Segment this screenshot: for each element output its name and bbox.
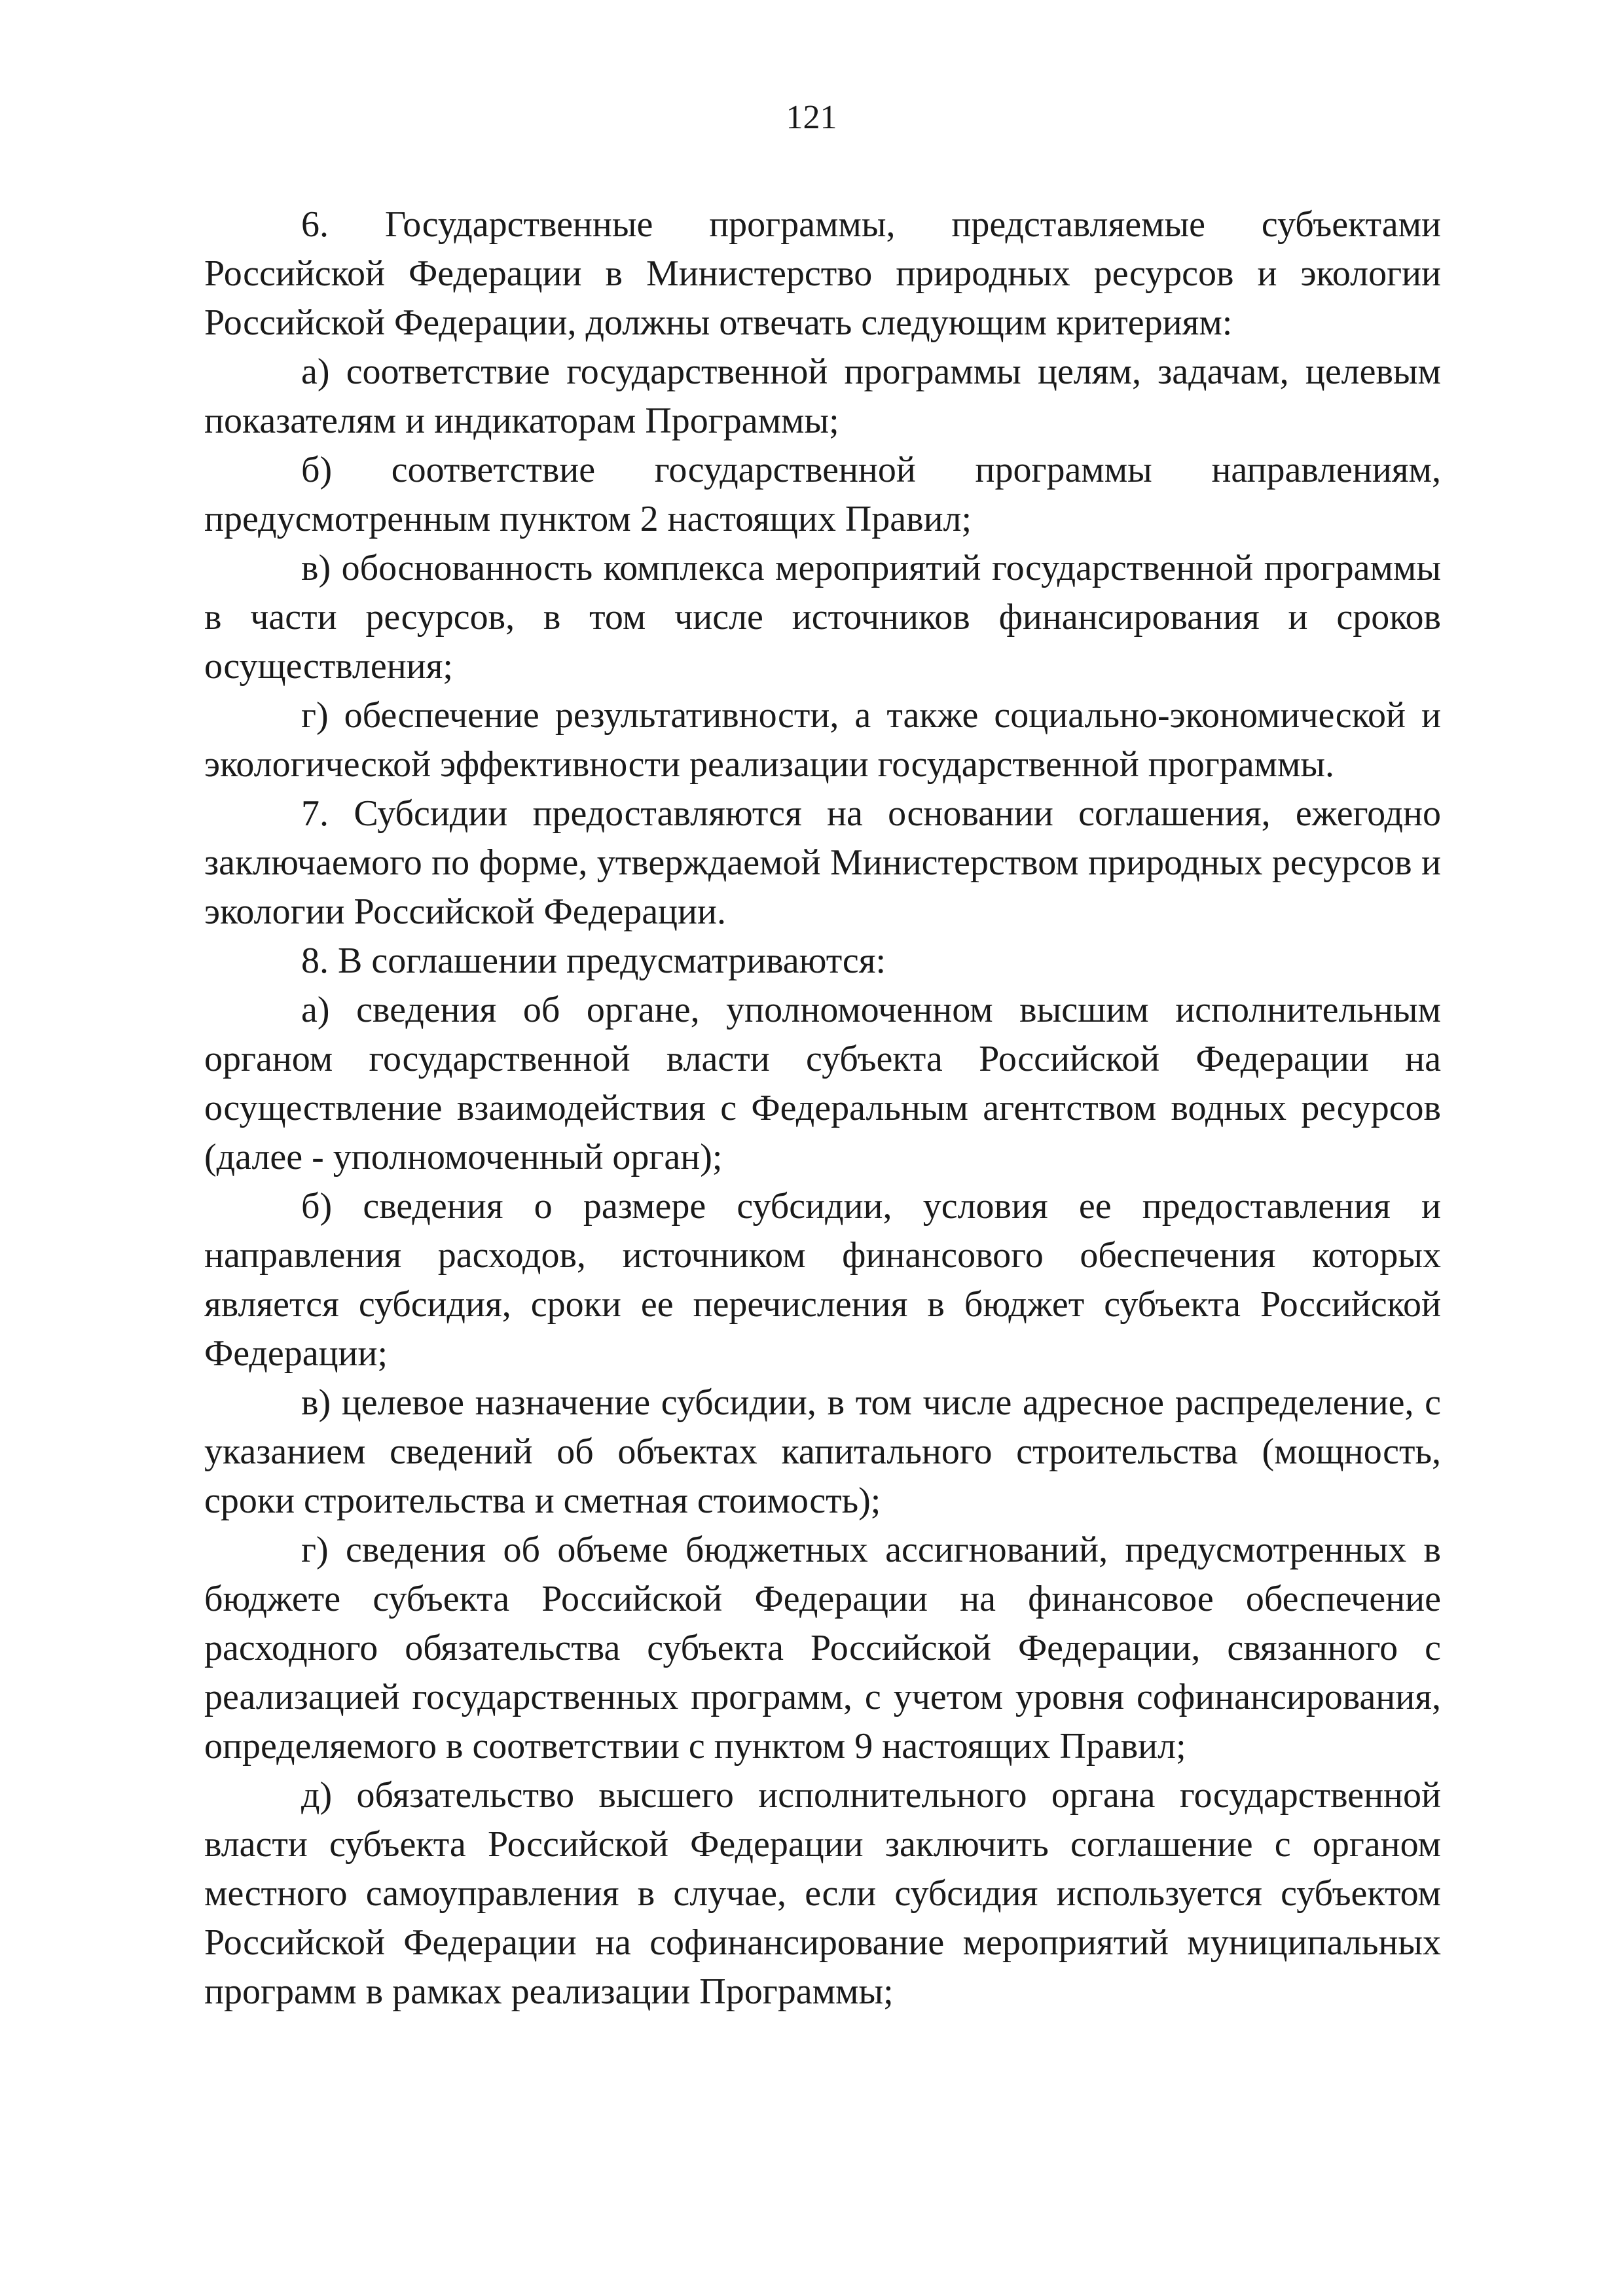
agreement-item-b: б) сведения о размере субсидии, условия ее предоставления и направления расходов, источником финансового обеспечения которых является субсидия, сроки ее перечисления в бюджет субъекта Российской Федерации; xyxy=(204,1186,1441,1374)
criterion-a: а) соответствие государственной программы целям, задачам, целевым показателям и индикаторам Программы; xyxy=(204,351,1441,441)
paragraph-6: 6. Государственные программы, представляемые субъектами Российской Федерации в Министерство природных ресурсов и экологии Российской Федерации, должны отвечать следующим критериям: xyxy=(204,204,1441,343)
paragraph-8: 8. В соглашении предусматриваются: xyxy=(301,941,886,981)
criterion-v: в) обоснованность комплекса мероприятий государственной программы в части ресурсов, в том числе источников финансирования и сроков осуществления; xyxy=(204,548,1441,687)
paragraph-7: 7. Субсидии предоставляются на основании соглашения, ежегодно заключаемого по форме, утверждаемой Министерством природных ресурсов и экологии Российской Федерации. xyxy=(204,793,1441,932)
agreement-item-g: г) сведения об объеме бюджетных ассигнований, предусмотренных в бюджете субъекта Российской Федерации на финансовое обеспечение расходного обязательства субъекта Российской Федерации, связанного с реализацией государственных программ, с учетом уровня софинансирования, определяемого в соответствии с пунктом 9 настоящих Правил; xyxy=(204,1530,1441,1767)
agreement-item-a: а) сведения об органе, уполномоченном высшим исполнительным органом государственной власти субъекта Российской Федерации на осуществление взаимодействия с Федеральным агентством водных ресурсов (далее - уполномоченный орган); xyxy=(204,990,1441,1177)
criterion-g: г) обеспечение результативности, а также социально-экономической и экологической эффективности реализации государственной программы. xyxy=(204,695,1441,785)
page-number: 121 xyxy=(786,99,837,136)
criterion-b: б) соответствие государственной программы направлениям, предусмотренным пунктом 2 настоящих Правил; xyxy=(204,450,1441,539)
agreement-item-v: в) целевое назначение субсидии, в том числе адресное распределение, с указанием сведений об объектах капитального строительства (мощность, сроки строительства и сметная стоимость); xyxy=(204,1382,1441,1521)
agreement-item-d: д) обязательство высшего исполнительного органа государственной власти субъекта Российской Федерации заключить соглашение с органом местного самоуправления в случае, если субсидия используется субъектом Российской Федерации на софинансирование мероприятий муниципальных программ в рамках реализации Программы; xyxy=(204,1775,1441,2012)
document-body xyxy=(204,200,1441,2017)
